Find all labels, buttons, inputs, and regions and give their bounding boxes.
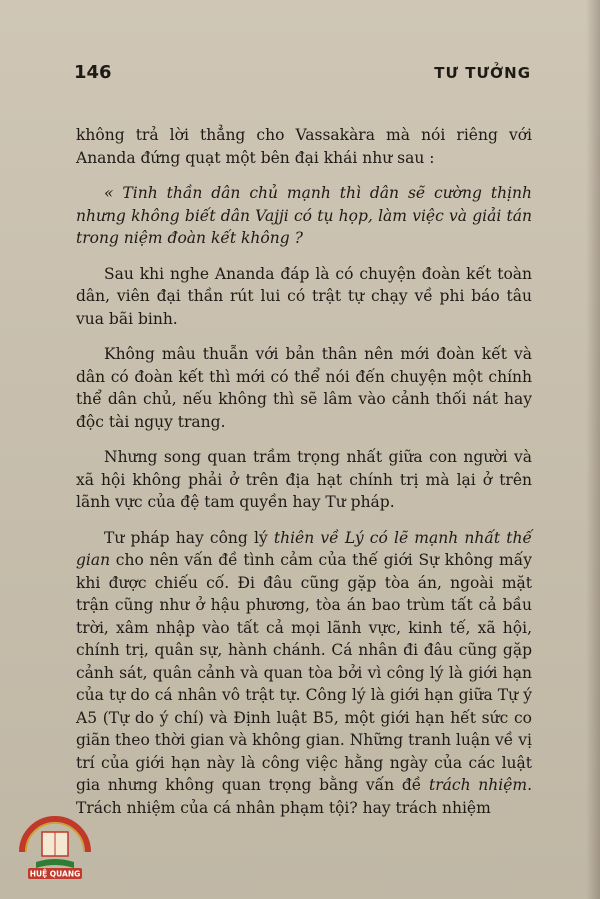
hue-quang-logo [16, 812, 94, 884]
paragraph-5: Nhưng song quan trầm trọng nhất giữa con người và xã hội không phải ở trên địa hạt chính trị mà lại ở trên lãnh vực của đệ tam quyền hay Tư pháp. [76, 448, 532, 511]
paragraph-6-part-3: cho nên vấn đề tình cảm của thế giới Sự không mấy khi được chiếu cố. Đi đâu cũng gặp tòa án, ngoài mặt trận cũng như ở hậu phương, tòa án bao trùm tất cả bầu trời, xâm nhập vào tất cả mọi lãnh vực, kinh tế, xã hội, chính trị, quân sự, hành chánh. Cá nhân đi đâu cũng gặp cảnh sát, quân cảnh và quan tòa bởi vì công lý là giới hạn của tự do cá nhân vô trật tự. Công lý là giới hạn giữa Tự ý A5 (Tự do ý chí) và Định luật B5, một giới hạn hết sức co giãn theo thời gian và không gian. Những tranh luận về vị trí của giới hạn này là công việc hằng ngày của các luật gia nhưng không quan trọng bằng vấn đề [76, 551, 532, 794]
paragraph-6-italic-2: trách nhiệm [429, 776, 528, 794]
paragraph-6 [76, 527, 532, 820]
logo-graphic [16, 812, 94, 884]
paragraph-6-part-1: Tư pháp hay công lý [104, 528, 274, 547]
paragraph-3: Sau khi nghe Ananda đáp là có chuyện đoàn kết toàn dân, viên đại thần rút lui có trật tự chạy về phi báo tâu vua bãi binh. [76, 264, 532, 328]
body-text [76, 124, 532, 832]
running-head: TƯ TƯỞNG [434, 64, 531, 82]
paragraph-4: Không mâu thuẫn với bản thân nên mới đoàn kết và dân có đoàn kết thì mới có thể nói đến chuyện một chính thể dân chủ, nếu không thì sẽ lâm vào cảnh thối nát hay độc tài ngụy trang. [76, 345, 532, 431]
paragraph-6-italic-1: thiên về Lý có lẽ mạnh nhất thế gian [76, 528, 533, 569]
paragraph-quote: « Tinh thần dân chủ mạnh thì dân sẽ cường thịnh nhưng không biết dân Vajji có tụ họp, làm việc và giải tán trong niệm đoàn kết không ? [76, 184, 532, 247]
page-number: 146 [74, 62, 112, 83]
page-edge-shadow [586, 0, 600, 899]
paragraph-1: không trả lời thẳng cho Vassakàra mà nói riêng với Ananda đứng quạt một bên đại khái như sau : [76, 126, 532, 167]
logo-leaf [36, 859, 74, 868]
logo-name: HUỆ QUANG [29, 869, 81, 879]
paragraph-6-part-5: . Trách nhiệm của cá nhân phạm tội? hay trách nhiệm [76, 776, 532, 817]
